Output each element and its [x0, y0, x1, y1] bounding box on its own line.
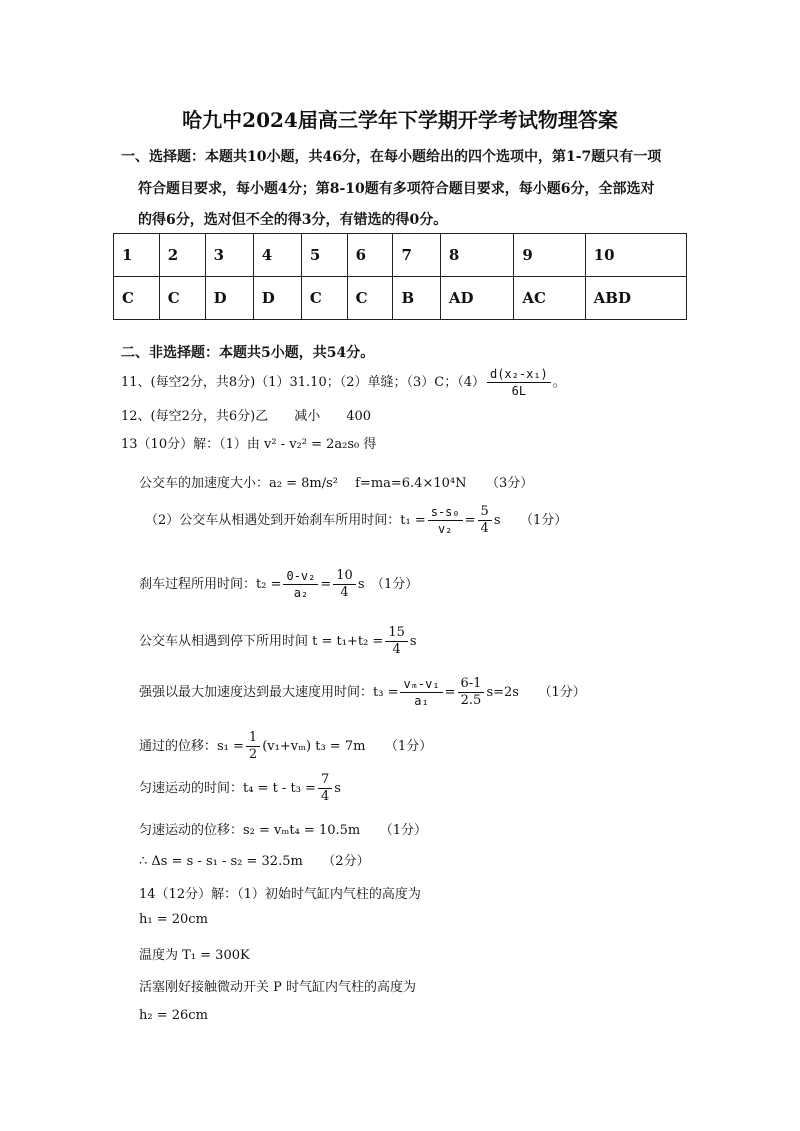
equals-sign: = [444, 685, 456, 700]
table-cell: 2 [159, 234, 205, 277]
fraction [400, 676, 442, 709]
q13-line6 [139, 730, 432, 763]
q11-line [121, 366, 566, 399]
fraction-numerator: vₘ-v₁ [400, 676, 442, 693]
fraction-numerator: 15 [385, 625, 408, 642]
table-cell: D [253, 277, 301, 320]
formula-text: s （1分） [493, 513, 568, 528]
q13-line4 [139, 625, 417, 658]
section1-line2: 符合题目要求，每小题4分；第8-10题有多项符合题目要求，每小题6分，全部选对 [138, 181, 655, 197]
fraction-denominator: 2 [248, 747, 258, 762]
q14-line2: 温度为 T₁ = 300K [139, 948, 250, 963]
table-cell: 5 [301, 234, 347, 277]
table-cell: ABD [585, 277, 686, 320]
table-cell: C [114, 277, 160, 320]
section2-heading: 二、非选择题：本题共5小题，共54分。 [121, 345, 375, 361]
formula-text: s=2s （1分） [486, 685, 586, 700]
fraction-denominator: 4 [340, 585, 349, 600]
fraction-numerator: 5 [478, 504, 492, 521]
fraction-denominator: 4 [320, 789, 330, 804]
q14-heading: 14（12分）解：（1）初始时气缸内气柱的高度为 [139, 887, 421, 902]
fraction-numerator: 10 [333, 568, 356, 585]
fraction-numerator: 6-1 [458, 676, 485, 693]
answer-table [113, 233, 687, 320]
formula-text: （2）公交车从相遇处到开始刹车所用时间：t₁ = [145, 513, 426, 528]
fraction-numerator: s-s₀ [428, 504, 463, 521]
table-cell: 8 [440, 234, 514, 277]
table-cell: 3 [205, 234, 253, 277]
equals-sign: = [320, 577, 332, 592]
fraction-numerator: 0-v₂ [283, 568, 318, 585]
table-cell: 9 [514, 234, 585, 277]
fraction-denominator: 2.5 [460, 693, 482, 708]
q14-line1: h₁ = 20cm [139, 912, 208, 927]
fraction [318, 772, 332, 805]
table-row-answers [114, 277, 687, 320]
fraction [246, 730, 260, 763]
formula-text: 公交车从相遇到停下所用时间 t = t₁+t₂ = [139, 634, 384, 649]
formula-text: (v₁+vₘ) t₃ = 7m （1分） [262, 739, 433, 754]
table-cell: C [301, 277, 347, 320]
fraction-numerator: 7 [318, 772, 332, 789]
fraction-denominator: 4 [480, 521, 489, 536]
table-cell: 7 [393, 234, 440, 277]
table-cell: D [205, 277, 253, 320]
q13-line1: 公交车的加速度大小：a₂ = 8m/s² f=ma=6.4×10⁴N （3分） [139, 476, 534, 491]
table-cell: C [347, 277, 393, 320]
q13-line7 [139, 772, 341, 805]
q13-heading: 13（10分）解：（1）由 v² - v₂² = 2a₂s₀ 得 [121, 437, 377, 452]
table-cell: C [159, 277, 205, 320]
fraction-numerator: d(x₂-x₁) [487, 366, 551, 383]
equals-sign: = [464, 513, 476, 528]
fraction [283, 568, 318, 601]
fraction [478, 504, 492, 537]
q14-line4: h₂ = 26cm [139, 1008, 208, 1023]
fraction-denominator: a₁ [414, 694, 429, 708]
formula-text: s [409, 634, 417, 649]
formula-text: 刹车过程所用时间：t₂ = [139, 577, 282, 592]
q14-line3: 活塞刚好接触微动开关 P 时气缸内气柱的高度为 [139, 980, 417, 995]
page-title: 哈九中2024届高三学年下学期开学考试物理答案 [182, 108, 618, 132]
table-cell: 4 [253, 234, 301, 277]
q11-fraction [487, 366, 551, 399]
table-cell: 6 [347, 234, 393, 277]
formula-text: s （1分） [357, 577, 419, 592]
q12-line: 12、(每空2分，共6分)乙 减小 400 [121, 409, 372, 424]
formula-text: 强强以最大加速度达到最大速度用时间：t₃ = [139, 685, 399, 700]
formula-text: s [334, 781, 341, 796]
fraction [458, 676, 485, 709]
table-cell: B [393, 277, 440, 320]
q11-text: 11、(每空2分，共8分)（1）31.10；（2）单缝；（3）C；（4） [121, 375, 485, 390]
table-cell: 1 [114, 234, 160, 277]
formula-text: 通过的位移：s₁ = [139, 739, 244, 754]
q13-line9: ∴ Δs = s - s₁ - s₂ = 32.5m （2分） [139, 854, 370, 869]
fraction-denominator: 4 [392, 642, 401, 657]
fraction-numerator: 1 [246, 730, 260, 747]
table-cell: AC [514, 277, 585, 320]
section1-line3: 的得6分，选对但不全的得3分，有错选的得0分。 [138, 212, 448, 228]
q13-line3 [139, 568, 418, 601]
q13-line2 [145, 504, 567, 537]
fraction [385, 625, 408, 658]
table-row-numbers [114, 234, 687, 277]
fraction [333, 568, 356, 601]
table-cell: AD [440, 277, 514, 320]
fraction-denominator: a₂ [293, 586, 309, 600]
fraction-denominator: 6L [511, 384, 527, 398]
section1-line1: 一、选择题：本题共10小题，共46分，在每小题给出的四个选项中，第1-7题只有一项 [121, 149, 662, 165]
q13-line5 [139, 676, 586, 709]
q11-end: 。 [552, 375, 566, 390]
table-cell: 10 [585, 234, 686, 277]
formula-text: 匀速运动的时间：t₄ = t - t₃ = [139, 781, 316, 796]
fraction-denominator: v₂ [437, 522, 453, 536]
q13-line8: 匀速运动的位移：s₂ = vₘt₄ = 10.5m （1分） [139, 823, 427, 838]
fraction [428, 504, 463, 537]
